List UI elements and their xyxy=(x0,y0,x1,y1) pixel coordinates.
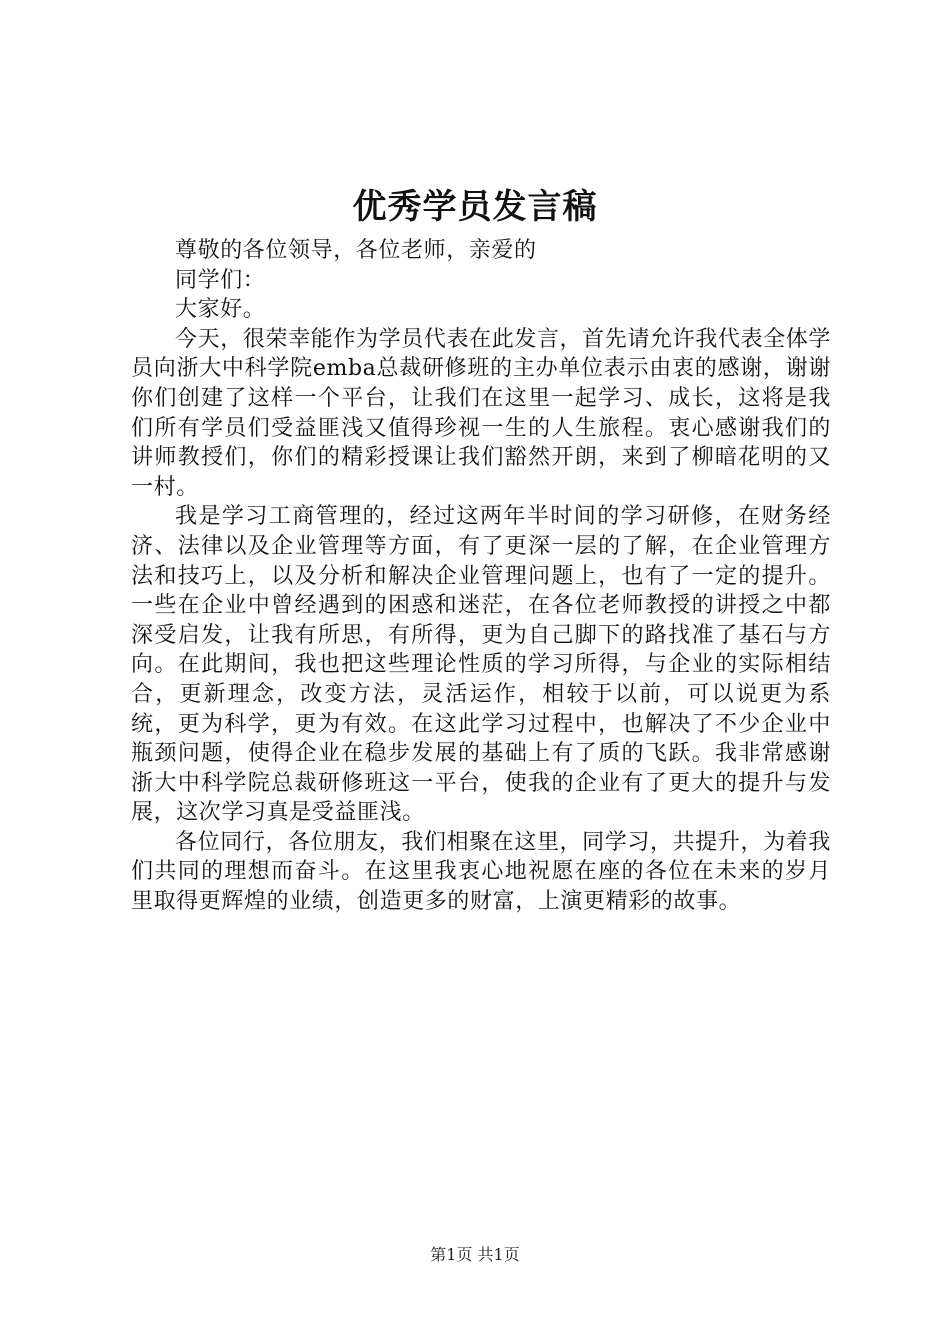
body-paragraph-1: 今天，很荣幸能作为学员代表在此发言，首先请允许我代表全体学员向浙大中科学院emba总裁研修班的主办单位表示由衷的感谢，谢谢你们创建了这样一个平台，让我们在这里一起学习、成长，这将是我们所有学员们受益匪浅又值得珍视一生的人生旅程。衷心感谢我们的讲师教授们，你们的精彩授课让我们豁然开朗，来到了柳暗花明的又一村。 xyxy=(131,326,831,500)
greeting-line-2: 同学们： xyxy=(175,267,266,293)
greeting-line-1: 尊敬的各位领导，各位老师，亲爱的 xyxy=(175,238,537,263)
greeting-line-3: 大家好。 xyxy=(175,297,266,323)
body-paragraph-2: 我是学习工商管理的，经过这两年半时间的学习研修，在财务经济、法律以及企业管理等方面，有了更深一层的了解，在企业管理方法和技巧上，以及分析和解决企业管理问题上，也有了一定的提升。一些在企业中曾经遇到的困惑和迷茫，在各位老师教授的讲授之中都深受启发，让我有所思，有所得，更为自己脚下的路找准了基石与方向。在此期间，我也把这些理论性质的学习所得，与企业的实际相结合，更新理念，改变方法，灵活运作，相较于以前，可以说更为系统，更为科学，更为有效。在这此学习过程中，也解决了不少企业中瓶颈问题，使得企业在稳步发展的基础上有了质的飞跃。我非常感谢浙大中科学院总裁研修班这一平台，使我的企业有了更大的提升与发展，这次学习真是受益匪浅。 xyxy=(131,504,831,826)
document-title: 优秀学员发言稿 xyxy=(352,187,598,227)
document-body xyxy=(131,236,831,917)
body-paragraph-3: 各位同行，各位朋友，我们相聚在这里，同学习，共提升，为着我们共同的理想而奋斗。在这里我衷心地祝愿在座的各位在未来的岁月里取得更辉煌的业绩，创造更多的财富，上演更精彩的故事。 xyxy=(131,829,831,915)
page-footer: 第1页 共1页 xyxy=(430,1245,520,1264)
